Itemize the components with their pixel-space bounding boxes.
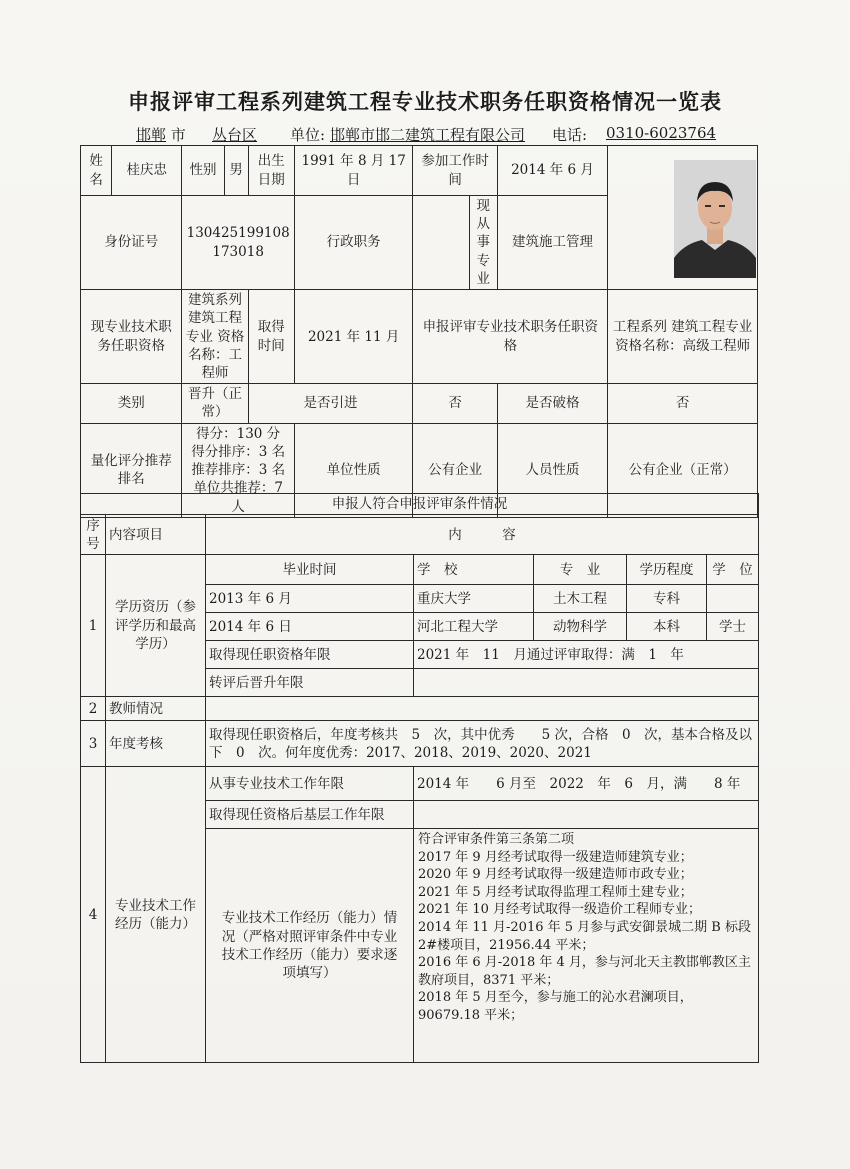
qual-years-value: 2021 年 11 月通过评审取得：满 1 年 — [414, 641, 759, 669]
header-city — [136, 124, 186, 145]
name-label: 姓名 — [81, 146, 112, 196]
admin-label: 行政职务 — [294, 196, 413, 290]
edu-title: 学士 — [707, 613, 759, 641]
edu-label: 学历资历（参评学历和最高学历） — [106, 555, 206, 697]
edu-major: 动物科学 — [534, 613, 627, 641]
name-value: 桂庆忠 — [112, 146, 182, 196]
birth-value: 1991 年 8 月 17 日 — [294, 146, 413, 196]
edu-degree: 专科 — [627, 585, 707, 613]
edu-h-degree: 学历程度 — [627, 555, 707, 585]
list-item: 符合评审条件第三条第二项 — [418, 832, 575, 848]
obtain-label: 取得时间 — [248, 290, 294, 384]
conditions-table — [80, 493, 759, 1063]
base-years-value — [414, 801, 759, 829]
teacher-label: 教师情况 — [106, 697, 206, 721]
list-item: 2016 年 6 月-2018 年 4 月，参与河北天主教邯郸教区主教府项目，8371 平米； — [418, 955, 751, 988]
edu-time: 2014 年 6 日 — [206, 613, 414, 641]
work-years-value: 2014 年 6 月至 2022 年 6 月，满 8 年 — [414, 767, 759, 801]
category-label: 类别 — [81, 384, 182, 423]
birth-label: 出生日期 — [248, 146, 294, 196]
transfer-years-label: 转评后晋升年限 — [206, 669, 414, 697]
unit-value: 邯郸市邯二建筑工程有限公司 — [330, 126, 526, 144]
edu-school: 河北工程大学 — [414, 613, 534, 641]
annual-value: 取得现任职资格后，年度考核共 5 次，其中优秀 5 次，合格 0 次，基本合格及以下 0 次。何年度优秀：2017、2018、2019、2020、2021 — [206, 721, 759, 767]
edu-no: 1 — [81, 555, 106, 697]
apply-label: 申报评审专业技术职务任职资格 — [413, 290, 608, 384]
edu-h-time: 毕业时间 — [206, 555, 414, 585]
experience-label: 专业技术工作经历（能力）情况（严格对照评审条件中专业技术工作经历（能力）要求逐项填写） — [206, 829, 414, 1063]
annual-label: 年度考核 — [106, 721, 206, 767]
work-years-label: 从事专业技术工作年限 — [206, 767, 414, 801]
edu-title — [707, 585, 759, 613]
applicant-photo — [674, 160, 756, 278]
unit-total: 单位共推荐：7 人 — [193, 480, 283, 515]
unit-label: 单位: — [290, 126, 326, 144]
exception-label: 是否破格 — [497, 384, 607, 423]
intro-value: 否 — [413, 384, 497, 423]
score-rank: 得分排序：3 名 — [191, 443, 286, 460]
job-value: 建筑施工管理 — [497, 196, 607, 290]
person-nature-value: 公有企业（正常） — [608, 423, 758, 517]
score-value: 得分：130 分 — [196, 425, 281, 442]
gender-label: 性别 — [182, 146, 224, 196]
obtain-value: 2021 年 11 月 — [294, 290, 413, 384]
base-years-label: 取得现任资格后基层工作年限 — [206, 801, 414, 829]
col-content: 内 容 — [206, 515, 759, 555]
city-suffix: 市 — [170, 126, 186, 144]
page-title: 申报评审工程系列建筑工程专业技术职务任职资格情况一览表 — [128, 89, 722, 114]
edu-school: 重庆大学 — [414, 585, 534, 613]
phone-value: 0310-6023764 — [606, 124, 717, 142]
portrait-image — [674, 160, 756, 278]
score-label: 量化评分推荐排名 — [81, 423, 182, 517]
list-item: 2021 年 5 月经考试取得监理工程师土建专业； — [418, 884, 693, 900]
category-value: 晋升（正常） — [182, 384, 248, 423]
id-value: 130425199108173018 — [182, 196, 294, 290]
list-item: 2017 年 9 月经考试取得一级建造师建筑专业； — [418, 849, 693, 865]
edu-h-title: 学 位 — [707, 555, 759, 585]
edu-h-major: 专 业 — [534, 555, 627, 585]
id-label: 身份证号 — [81, 196, 182, 290]
edu-h-school: 学 校 — [414, 555, 534, 585]
edu-degree: 本科 — [627, 613, 707, 641]
annual-no: 3 — [81, 721, 106, 767]
list-item: 2014 年 11 月-2016 年 5 月参与武安御景城二期 B 标段 2#楼项目，21956.44 平米； — [418, 919, 751, 953]
basic-info-table — [80, 145, 758, 518]
experience-list — [414, 829, 759, 1063]
intro-label: 是否引进 — [248, 384, 413, 423]
cur-qual-label: 现专业技术职务任职资格 — [81, 290, 182, 384]
phone-label: 电话: — [552, 126, 588, 144]
edu-time: 2013 年 6 月 — [206, 585, 414, 613]
transfer-years-value — [414, 669, 759, 697]
list-item: 2018 年 5 月至今，参与施工的沁水君澜项目，90679.18 平米； — [418, 990, 693, 1023]
apply-value: 工程系列 建筑工程专业 资格名称：高级工程师 — [608, 290, 758, 384]
city-value: 邯郸 — [136, 126, 167, 144]
unit-nature-value: 公有企业 — [413, 423, 497, 517]
edu-major: 土木工程 — [534, 585, 627, 613]
teacher-value — [206, 697, 759, 721]
person-nature-label: 人员性质 — [497, 423, 607, 517]
cur-qual-value: 建筑系列 建筑工程专业 资格 名称：工程师 — [182, 290, 248, 384]
admin-value — [413, 196, 469, 290]
work-start-label: 参加工作时间 — [413, 146, 497, 196]
gender-value: 男 — [224, 146, 248, 196]
col-no: 序号 — [81, 515, 106, 555]
work-label: 专业技术工作经历（能力） — [106, 767, 206, 1063]
work-start-value: 2014 年 6 月 — [497, 146, 607, 196]
unit-nature-label: 单位性质 — [294, 423, 413, 517]
list-item: 2020 年 9 月经考试取得一级建造师市政专业； — [418, 867, 693, 883]
district-value: 丛台区 — [212, 126, 258, 144]
exception-value: 否 — [608, 384, 758, 423]
col-item: 内容项目 — [106, 515, 206, 555]
qual-years-label: 取得现任职资格年限 — [206, 641, 414, 669]
section-title: 申报人符合申报评审条件情况 — [81, 494, 759, 515]
list-item: 2021 年 10 月经考试取得一级造价工程师专业； — [418, 902, 702, 918]
teacher-no: 2 — [81, 697, 106, 721]
job-label: 现从事专业 — [469, 196, 497, 290]
work-no: 4 — [81, 767, 106, 1063]
rec-rank: 推荐排序：3 名 — [191, 462, 286, 479]
